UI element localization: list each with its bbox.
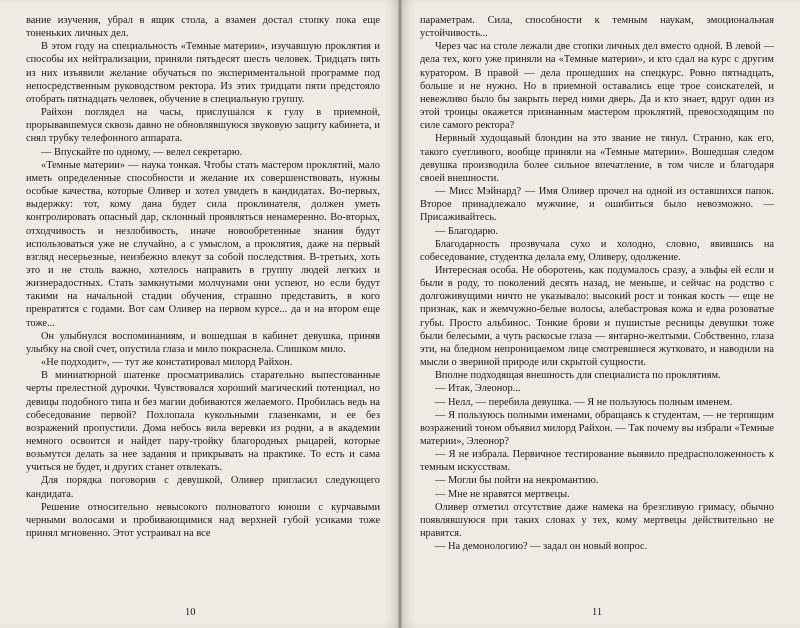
left-page-text	[26, 14, 380, 540]
paragraph: — Могли бы пойти на некромантию.	[435, 475, 599, 487]
paragraph: — Итак, Элеонор...	[435, 383, 521, 395]
page-number: 10	[185, 607, 196, 618]
paragraph: — Я не избрала. Первичное тестирование выявило предрасположенность к темным искусствам.	[420, 449, 774, 474]
paragraph: Вполне подходящая внешность для специалиста по проклятиям.	[435, 370, 721, 382]
paragraph: вание изучения, убрал в ящик стола, а взамен достал стопку пока еще тоненьких личных дел.	[26, 15, 380, 40]
book-gutter	[398, 0, 402, 628]
paragraph: параметрам. Сила, способности к темным наукам, эмоциональная устойчивость...	[420, 15, 774, 40]
paragraph: Нервный худощавый блондин на это звание не тянул. Странно, как его, такого суетливого, вообще приняли на «Темные материи». Вошедшая следом девушка производила более сильное впечатление, в том числе и благодаря своей внешности.	[420, 133, 774, 184]
paragraph: Благодарность прозвучала сухо и холодно, словно, явившись на собеседование, студентка делала ему, Оливеру, одолжение.	[420, 238, 774, 263]
page-number: 11	[592, 607, 603, 618]
paragraph: Для порядка поговорив с девушкой, Оливер пригласил следующего кандидата.	[26, 475, 380, 500]
paragraph: Через час на столе лежали две стопки личных дел вместо одной. В левой — дела тех, кого уже приняли на «Темные материи», и кто сдал на курс с другим куратором. В правой — дела прошедших на спецкурс. Ровно пятнадцать, больше и не нужно. Но в приемной оставались еще трое соискателей, и невежливо было бы закрыть перед ними дверь. Да и кто знает, вдруг один из этой троицы окажется признанным мастером проклятий, превосходящим по силе самого ректора?	[420, 41, 774, 132]
paragraph: — Впускайте по одному, — велел секретарю.	[41, 146, 243, 158]
paragraph: Он улыбнулся воспоминаниям, и вошедшая в кабинет девушка, приняв улыбку на свой счет, опустила глаза и мило покраснела. Слишком мило.	[26, 330, 380, 355]
paragraph: — Мисс Мэйнард? — Имя Оливер прочел на одной из оставшихся папок. Второе принадлежало мужчине, и ошибиться было невозможно. — Присаживайтесь.	[420, 186, 774, 224]
paragraph: Оливер отметил отсутствие даже намека на брезгливую гримасу, обычно появлявшуюся при таких словах у тех, кому мертвецы действительно не нравятся.	[420, 501, 774, 540]
paragraph: Решение относительно невысокого полноватого юноши с курчавыми черными волосами и пробивающимися над верхней губой усиками тоже принял мгновенно. Этот устраивал на все	[26, 501, 380, 540]
paragraph: — Нелл, — перебила девушка. — Я не пользуюсь полным именем.	[435, 396, 733, 408]
paragraph: — На демонологию? — задал он новый вопрос.	[435, 541, 648, 553]
paragraph: «Не подходит», — тут же констатировал милорд Райхон.	[41, 357, 293, 369]
paragraph: — Я пользуюсь полными именами, обращаясь к студентам, — не терпящим возражений тоном объявил милорд Райхон. — Так почему вы избрали «Темные материи», Элеонор?	[420, 409, 774, 447]
right-page-text	[420, 14, 774, 553]
paragraph: «Темные материи» — наука тонкая. Чтобы стать мастером проклятий, мало иметь определенные способности и желание их совершенствовать, нужны особые качества, которые Оливер и хотел увидеть в кандидатах. Во-первых, выдержку: тот, кому дана будет сила проклинателя, должен уметь контролировать опасный дар, склонный проявляться ненамеренно. Во-вторых, отходчивость и незлобивость, иначе новообретенные знания будут использоваться уже не случайно, а с умыслом, а проклятия, даже на первый взгляд несерьезные, неизбежно влекут за собой последствия. В-третьих, хоть это и не столь важно, хотелось направить в группу людей легких и жизнерадостных. Стать замкнутыми молчунами они успеют, но если будут такими на начальной стадии обучения, страшно представить, в кого превратятся с годами. Вот сам Оливер на первом курсе... да и на втором еще тоже...	[26, 159, 380, 329]
paragraph: — Благодарю.	[435, 225, 498, 237]
paragraph: В этом году на специальность «Темные материи», изучавшую проклятия и способы их нейтрализации, приняли пятьдесят шесть человек. Тридцать пять из них изъявили желание обучаться по экспериментальной программе под непосредственным руководством ректора. Из этих тридцати пяти предстояло отобрать пятнадцать человек, обучение в специальную группу.	[26, 41, 380, 105]
right-page	[400, 0, 800, 628]
paragraph: — Мне не нравятся мертвецы.	[435, 488, 570, 500]
paragraph: В миниатюрной шатенке просматривались старательно выпестованные черты прелестной дурочки. Чувствовался хороший магический потенциал, но девицы подобного типа и без магии добиваются желаемого. Пробилась ведь на собеседование первой? Похлопала кукольными глазенками, и ее без возражений пропустили. Дома небось вила веревки из родни, а в академии немного освоится и найдет пару-тройку благородных рыцарей, которые возьмутся делать за нее задания и прикрывать на практике. То есть и сама учиться не будет, и других станет отвлекать.	[26, 370, 380, 474]
paragraph: Райхон поглядел на часы, прислушался к гулу в приемной, прорывавшемуся сквозь давно не обновлявшуюся звуковую защиту кабинета, и снял трубку телефонного аппарата.	[26, 107, 380, 145]
paragraph: Интересная особа. Не оборотень, как подумалось сразу, а эльфы ей если и были в роду, то поколений десять назад, не меньше, и сейчас на родство с долгоживущими ничто не указывало: высокий рост и тонкая кость — еще не признак, как и жемчужно-белые волосы, алебастровая кожа и едва розоватые губы. Просто альбинос. Тонкие брови и пушистые ресницы девушки тоже были белесыми, а чуть раскосые глаза — янтарно-желтыми. Собственно, глаза эти, на бледном непроницаемом лице смотревшиеся жутковато, и наводили на мысли о звериной природе или скрытой сущности.	[420, 264, 774, 369]
